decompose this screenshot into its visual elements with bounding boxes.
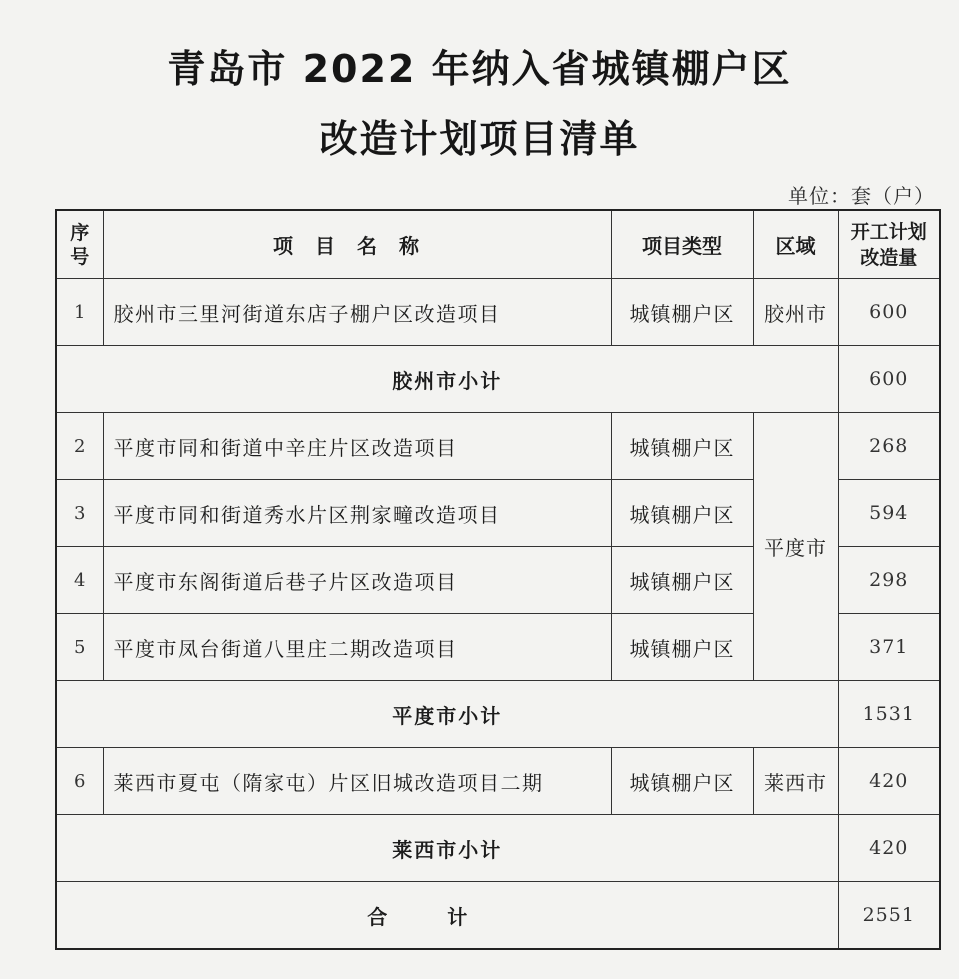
- row-serial-number: 3: [56, 480, 103, 547]
- row-plan-value: 600: [838, 279, 940, 346]
- subtotal-label: 莱西市小计: [56, 815, 838, 882]
- row-plan-value: 371: [838, 614, 940, 681]
- subtotal-row-jiaozhou: [56, 346, 940, 413]
- row-project-name: 平度市东阁街道后巷子片区改造项目: [103, 547, 611, 614]
- table-header-row: [56, 210, 940, 279]
- header-serial-line-2: 号: [70, 245, 90, 268]
- row-serial-number: 2: [56, 413, 103, 480]
- row-project-type: 城镇棚户区: [611, 748, 753, 815]
- subtotal-label: 平度市小计: [56, 681, 838, 748]
- total-row: [56, 882, 940, 950]
- document-title-line-2: 改造计划项目清单: [319, 117, 640, 161]
- row-project-type: 城镇棚户区: [611, 413, 753, 480]
- header-serial-line-1: 序: [70, 221, 90, 244]
- row-project-type: 城镇棚户区: [611, 279, 753, 346]
- header-project-name: [103, 210, 611, 279]
- row-serial-number: 1: [56, 279, 103, 346]
- row-project-name: 平度市同和街道中辛庄片区改造项目: [103, 413, 611, 480]
- row-plan-value: 298: [838, 547, 940, 614]
- row-plan-value: 594: [838, 480, 940, 547]
- header-plan-line-1: 开工计划: [850, 220, 927, 243]
- row-plan-value: 420: [838, 748, 940, 815]
- header-project-type: 项目类型: [611, 210, 753, 279]
- subtotal-label: 胶州市小计: [56, 346, 838, 413]
- table-row: [56, 413, 940, 480]
- row-project-type: 城镇棚户区: [611, 614, 753, 681]
- row-project-type: 城镇棚户区: [611, 480, 753, 547]
- subtotal-value: 420: [838, 815, 940, 882]
- header-plan: [838, 210, 940, 279]
- total-label: 合计: [367, 904, 528, 929]
- row-area: 莱西市: [753, 748, 838, 815]
- header-serial-number: [56, 210, 103, 279]
- header-plan-line-2: 改造量: [860, 246, 918, 269]
- project-table: [55, 209, 941, 950]
- unit-label: 单位：套（户）: [788, 184, 935, 208]
- row-project-name: 平度市同和街道秀水片区荆家疃改造项目: [103, 480, 611, 547]
- row-serial-number: 5: [56, 614, 103, 681]
- row-plan-value: 268: [838, 413, 940, 480]
- subtotal-row-pingdu: [56, 681, 940, 748]
- header-area: 区域: [753, 210, 838, 279]
- subtotal-value: 1531: [838, 681, 940, 748]
- subtotal-value: 600: [838, 346, 940, 413]
- table-row: [56, 748, 940, 815]
- document-title-line-1: 青岛市 2022 年纳入省城镇棚户区: [167, 47, 792, 91]
- total-label-cell: [56, 882, 838, 950]
- row-area-merged: 平度市: [753, 413, 838, 681]
- row-project-name: 平度市凤台街道八里庄二期改造项目: [103, 614, 611, 681]
- row-project-type: 城镇棚户区: [611, 547, 753, 614]
- total-value: 2551: [838, 882, 940, 950]
- subtotal-row-laixi: [56, 815, 940, 882]
- row-serial-number: 6: [56, 748, 103, 815]
- row-serial-number: 4: [56, 547, 103, 614]
- row-project-name: 胶州市三里河街道东店子棚户区改造项目: [103, 279, 611, 346]
- row-area: 胶州市: [753, 279, 838, 346]
- header-project-name-text: 项目名称: [273, 234, 441, 258]
- row-project-name: 莱西市夏屯（隋家屯）片区旧城改造项目二期: [103, 748, 611, 815]
- table-row: [56, 279, 940, 346]
